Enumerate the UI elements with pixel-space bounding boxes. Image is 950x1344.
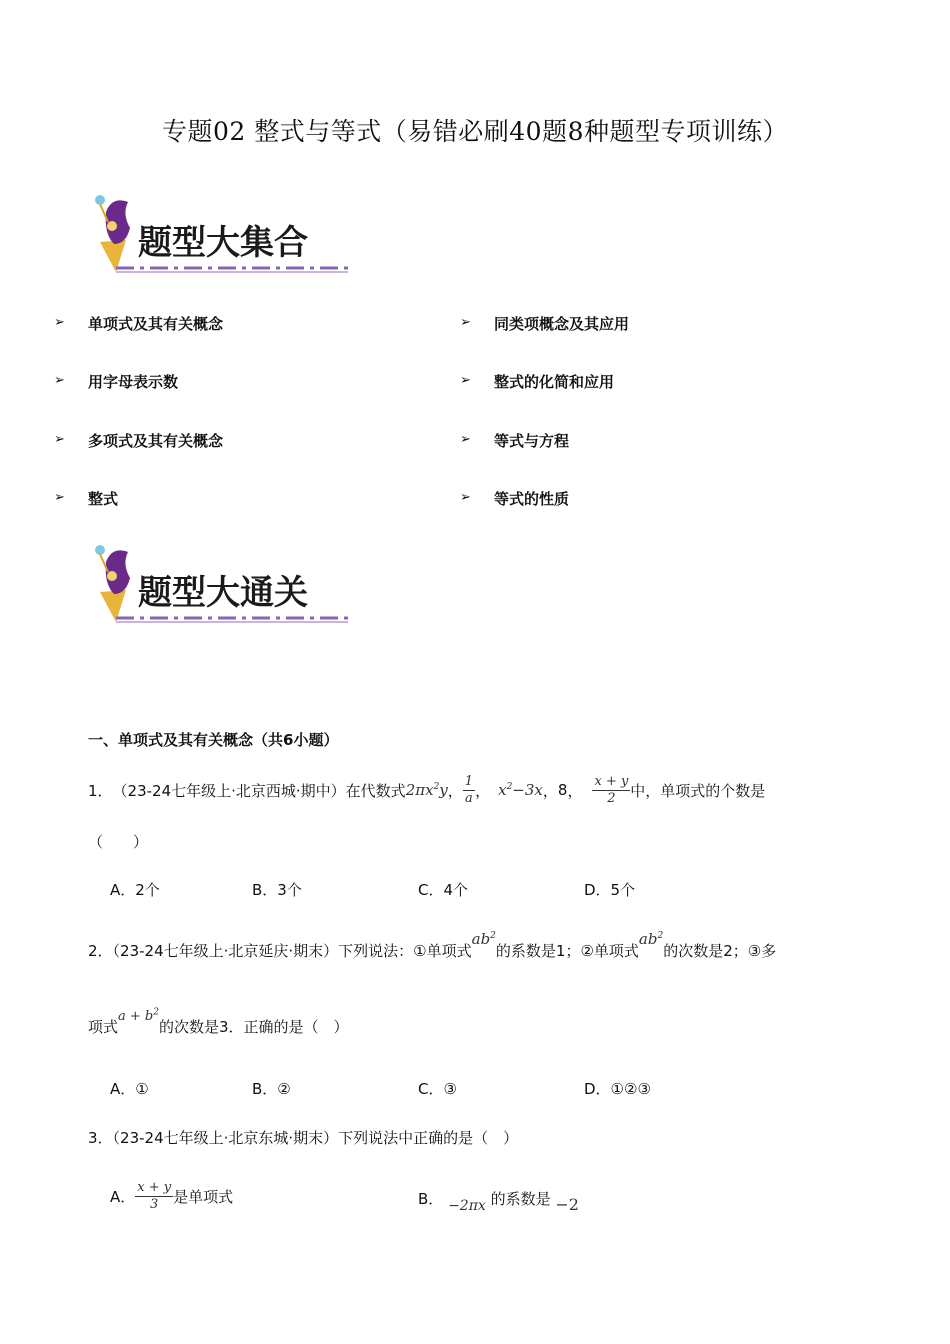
question-1: 1． （23-24七年级上·北京西城·期中） 在代数式 $2\pi x^2y$ ， $\frac{1}{a}$ ， $x^2-3x$ ， 8 ， $\frac{x + y}{2}$ 中，单项式的个数是 <box>88 773 766 806</box>
option-b[interactable]: B． −2πx 的系数是 −2 <box>418 1190 579 1214</box>
question-2-cont: 项式$a + b^2$的次数是3．正确的是（ ） <box>88 1007 349 1036</box>
option-b[interactable]: B．② <box>252 1080 291 1098</box>
math-expression: $ab^2$ <box>638 930 664 948</box>
math-fraction: $\frac{x + y}{2}$ <box>594 773 629 806</box>
banner-question-practice <box>86 542 356 628</box>
math-expression: $a + b^2$ <box>118 1007 159 1024</box>
option-d[interactable]: D．5个 <box>584 881 636 899</box>
banner-question-types <box>86 192 356 278</box>
arrow-icon: ➢ <box>54 432 65 447</box>
svg-text:题型大通关: 题型大通关 <box>138 573 308 613</box>
option-a[interactable]: A．① <box>110 1080 149 1098</box>
option-c[interactable]: C．4个 <box>418 881 469 899</box>
arrow-icon: ➢ <box>460 315 471 330</box>
option-a[interactable]: A．2个 <box>110 881 160 899</box>
question-3: 3．（23-24七年级上·北京东城·期末）下列说法中正确的是（ ） <box>88 1129 519 1147</box>
wizard-mascot-icon <box>86 192 356 278</box>
arrow-icon: ➢ <box>54 315 65 330</box>
math-expression: −2 <box>555 1195 579 1214</box>
math-expression: −2πx <box>448 1198 486 1214</box>
answer-paren: （ ） <box>88 833 149 851</box>
arrow-icon: ➢ <box>54 490 65 505</box>
page-title: 专题02 整式与等式（易错必刷40题8种题型专项训练） <box>162 117 788 146</box>
option-c[interactable]: C．③ <box>418 1080 457 1098</box>
math-fraction: $\frac{1}{a}$ <box>464 773 474 806</box>
math-expression: $ab^2$ <box>471 930 496 948</box>
option-b[interactable]: B．3个 <box>252 881 302 899</box>
arrow-icon: ➢ <box>460 432 471 447</box>
arrow-icon: ➢ <box>460 490 471 505</box>
arrow-icon: ➢ <box>460 373 471 388</box>
option-a[interactable]: A． $\frac{x + y}{3}$ 是单项式 <box>110 1179 234 1212</box>
math-expression: $x^2-3x$ <box>498 781 543 799</box>
wizard-mascot-icon <box>86 542 356 628</box>
svg-text:题型大集合: 题型大集合 <box>138 223 308 263</box>
option-d[interactable]: D．①②③ <box>584 1080 651 1098</box>
section-heading: 一、单项式及其有关概念（共6小题） <box>88 731 339 749</box>
arrow-icon: ➢ <box>54 373 65 388</box>
question-2: 2．（23-24七年级上·北京延庆·期末）下列说法：①单项式$ab^2$的系数是1；②单项式$ab^2$的次数是2；③多 <box>88 930 777 960</box>
math-fraction: $\frac{x + y}{3}$ <box>137 1179 172 1212</box>
math-expression: $2\pi x^2y$ <box>405 781 448 799</box>
